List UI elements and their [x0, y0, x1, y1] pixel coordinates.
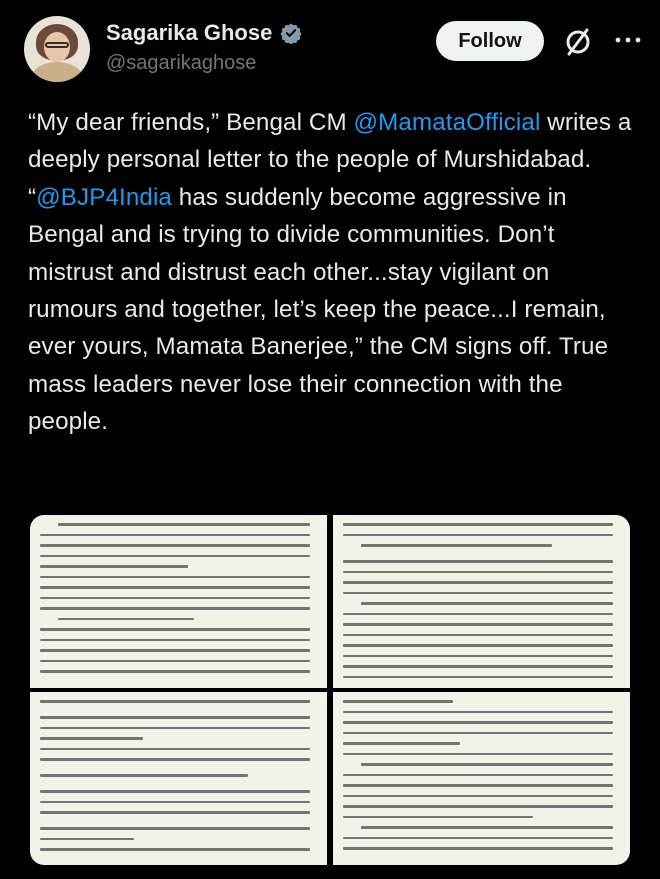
letter-text-line — [40, 649, 310, 652]
letter-text-line — [343, 774, 613, 777]
letter-text-line — [343, 613, 613, 616]
letter-text-line — [343, 534, 613, 537]
mention-bjp4india[interactable]: @BJP4India — [36, 183, 172, 211]
letter-text-line — [343, 837, 613, 840]
letter-text-line — [40, 774, 248, 777]
letter-text-line — [40, 565, 188, 568]
letter-text-line — [40, 748, 310, 751]
letter-text-line — [40, 597, 310, 600]
letter-text-line — [40, 586, 310, 589]
letter-text-line — [343, 560, 613, 563]
letter-text-line — [40, 716, 310, 719]
letter-text-line — [343, 523, 613, 526]
letter-text-line — [343, 816, 533, 819]
letter-text-line — [343, 676, 613, 679]
letter-text-line — [343, 634, 613, 637]
letter-text-line — [40, 848, 310, 851]
letter-text-line — [343, 753, 613, 756]
letter-image-1[interactable] — [30, 515, 327, 688]
letter-text-line — [343, 623, 613, 626]
tweet-media-grid[interactable] — [30, 515, 630, 865]
letter-text-line — [40, 555, 310, 558]
letter-text-line — [343, 571, 613, 574]
letter-text-line — [343, 784, 613, 787]
letter-text-line — [361, 826, 613, 829]
letter-text-line — [40, 827, 310, 830]
letter-image-2[interactable] — [333, 515, 630, 688]
letter-text-line — [58, 523, 310, 526]
letter-text-line — [40, 700, 310, 703]
letter-text-line — [343, 592, 613, 595]
letter-text-line — [40, 670, 310, 673]
tweet-text — [28, 104, 644, 441]
avatar[interactable] — [24, 16, 90, 82]
letter-text-line — [40, 534, 310, 537]
letter-text-line — [343, 732, 613, 735]
letter-text-line — [40, 660, 310, 663]
letter-text-line — [40, 607, 310, 610]
letter-text-line — [343, 721, 613, 724]
letter-text-line — [40, 576, 310, 579]
letter-text-line — [343, 581, 613, 584]
letter-text-line — [343, 655, 613, 658]
letter-text-line — [361, 602, 613, 605]
letter-text-line — [40, 727, 310, 730]
letter-text-line — [40, 838, 134, 841]
follow-button[interactable]: Follow — [436, 21, 544, 61]
letter-text-line — [343, 700, 453, 703]
letter-text-line — [40, 628, 310, 631]
letter-text-line — [40, 811, 310, 814]
letter-text-line — [40, 758, 310, 761]
letter-text-line — [361, 544, 552, 547]
tweet-text-segment: “My dear friends,” Bengal CM — [28, 109, 354, 136]
tweet-text-segment: writes a deeply personal letter to the people of Murshidabad. “ — [28, 109, 632, 211]
letter-text-line — [343, 847, 613, 850]
tweet-text-segment: has suddenly become aggressive in Bengal and is trying to divide communities. Don’t mistrust and distrust each other...stay vigilant on rumours and together, let’s keep the peace...I remain, ever yours, Mamata Banerjee,” the CM signs off. True mass leaders never lose their connection with the people. — [28, 183, 609, 436]
mention-mamata-official[interactable]: @MamataOfficial — [353, 109, 541, 136]
more-options-icon[interactable] — [612, 28, 644, 52]
grok-icon[interactable] — [560, 24, 596, 60]
letter-text-line — [343, 711, 613, 714]
letter-text-line — [361, 763, 613, 766]
verified-badge-icon — [280, 22, 302, 44]
letter-text-line — [40, 801, 310, 804]
letter-text-line — [343, 795, 613, 798]
letter-text-line — [40, 737, 143, 740]
letter-text-line — [343, 665, 613, 668]
letter-image-3[interactable] — [30, 692, 327, 865]
letter-text-line — [40, 639, 310, 642]
letter-text-line — [343, 644, 613, 647]
letter-text-line — [58, 618, 194, 621]
author-display-name[interactable]: Sagarika Ghose — [106, 20, 273, 45]
letter-text-line — [40, 544, 310, 547]
letter-image-4[interactable] — [333, 692, 630, 865]
letter-text-line — [343, 742, 460, 745]
letter-text-line — [40, 790, 310, 793]
tweet-header — [24, 14, 644, 84]
author-name-row[interactable] — [106, 20, 302, 46]
author-handle[interactable]: @sagarikaghose — [106, 52, 257, 74]
letter-text-line — [343, 805, 613, 808]
